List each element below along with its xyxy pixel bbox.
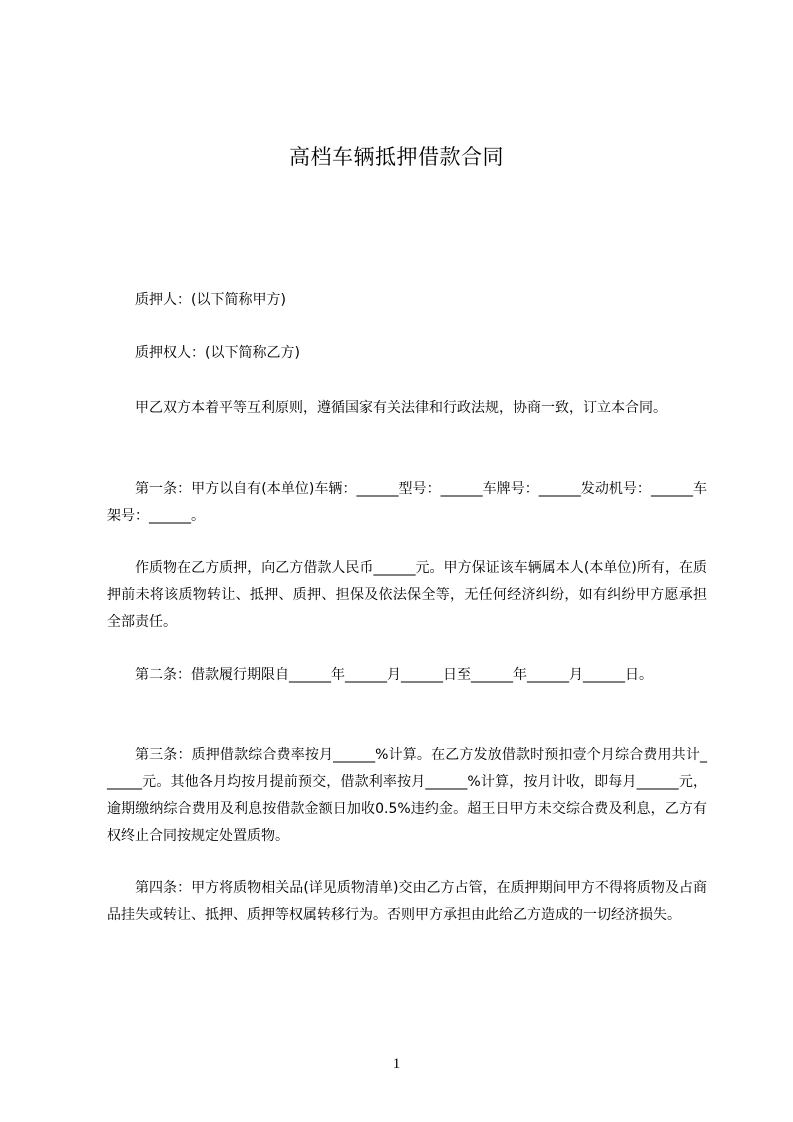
paragraph-article-2: 第二条：借款履行期限自______年______月______日至______年______月______日。	[135, 667, 653, 683]
paragraph-article-1-continued: 作质物在乙方质押，向乙方借款人民币______元。甲方保证该车辆属本人(本单位)所有，在质押前未将该质物转让、抵押、质押、担保及依法保全等，无任何经济纠纷，如有纠纷甲方愿承担全部责任。	[107, 560, 707, 630]
document-title: 高档车辆抵押借款合同	[289, 145, 504, 169]
page-number: 1	[392, 1056, 401, 1072]
paragraph-preamble: 甲乙双方本着平等互利原则，遵循国家有关法律和行政法规，协商一致，订立本合同。	[135, 400, 667, 416]
paragraph-article-3: 第三条：质押借款综合费率按月______%计算。在乙方发放借款时预扣壹个月综合费用共计______元。其他各月均按月提前预交，借款利率按月______%计算，按月计收，即每月______元，逾期缴纳综合费用及利息按借款金额日加收0.5%违约金。超王日甲方未交综合费及利息，乙方有权终止合同按规定处置质物。	[107, 747, 707, 844]
paragraph-pledgor: 质押人：(以下简称甲方)	[135, 292, 286, 308]
paragraph-pledgee: 质押权人：(以下简称乙方)	[135, 345, 300, 361]
paragraph-article-1: 第一条：甲方以自有(本单位)车辆：______型号：______车牌号：______发动机号：______车架号：______。	[107, 481, 707, 524]
paragraph-article-4: 第四条：甲方将质物相关品(详见质物清单)交由乙方占管，在质押期间甲方不得将质物及占商品挂失或转让、抵押、质押等权属转移行为。否则甲方承担由此给乙方造成的一切经济损失。	[107, 880, 707, 923]
